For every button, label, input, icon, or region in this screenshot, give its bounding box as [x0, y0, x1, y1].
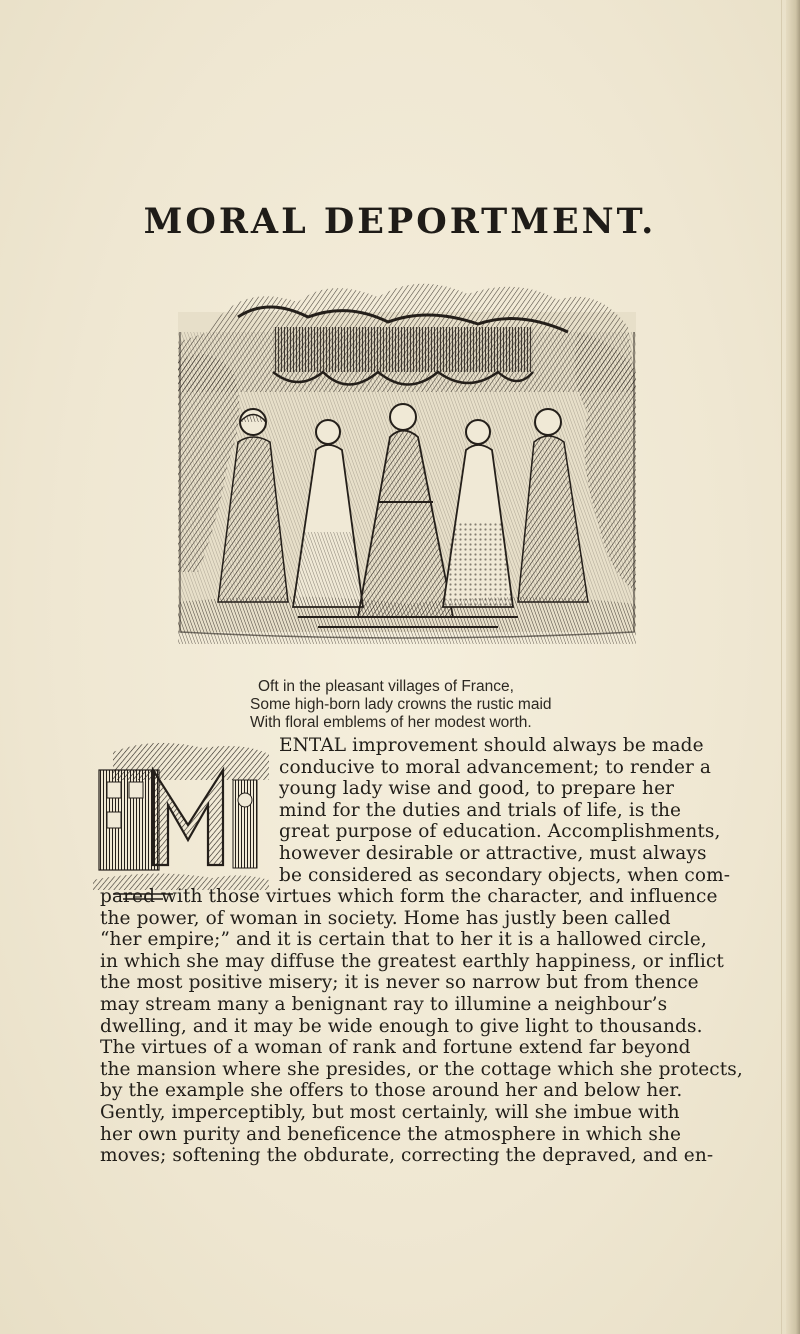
caption-line: Some high-born lady crowns the rustic maid: [250, 696, 552, 713]
caption-line: With floral emblems of her modest worth.: [250, 714, 532, 731]
text-line: by the example she offers to those around her and below her.: [100, 1080, 683, 1102]
body-paragraph-indented: [279, 735, 749, 886]
caption-line: Oft in the pleasant villages of France,: [258, 678, 514, 695]
text-line: great purpose of education. Accomplishments,: [279, 821, 721, 843]
text-line: in which she may diffuse the greatest earthly happiness, or inflict: [100, 950, 724, 972]
text-line: the mansion where she presides, or the cottage which she protects,: [100, 1058, 743, 1080]
text-line: ENTAL improvement should always be made: [279, 735, 704, 756]
text-line: “her empire;” and it is certain that to her it is a hallowed circle,: [100, 929, 707, 951]
text-line: mind for the duties and trials of life, is the: [279, 799, 682, 821]
text-line: may stream many a benignant ray to illumine a neighbour’s: [100, 993, 668, 1015]
body-paragraph-full: [100, 886, 760, 1167]
text-line: her own purity and beneficence the atmosphere in which she: [100, 1123, 682, 1145]
text-line: The virtues of a woman of rank and fortune extend far beyond: [100, 1037, 691, 1059]
dropcap-m-engraving: [93, 740, 269, 902]
text-line: Gently, imperceptibly, but most certainly, will she imbue with: [100, 1101, 680, 1123]
text-line: pared with those virtues which form the character, and influence: [100, 886, 718, 907]
text-line: the most positive misery; it is never so narrow but from thence: [100, 972, 699, 994]
page-title: MORAL DEPORTMENT.: [143, 201, 657, 242]
page-edge-line: [781, 0, 782, 1334]
text-line: dwelling, and it may be wide enough to give light to thousands.: [100, 1015, 703, 1037]
illustration-caption: [250, 678, 670, 732]
text-line: however desirable or attractive, must always: [279, 842, 707, 864]
engraving-illustration: [178, 272, 636, 644]
page-edge-shadow: [786, 0, 800, 1334]
text-line: the power, of woman in society. Home has justly been called: [100, 907, 671, 929]
text-line: young lady wise and good, to prepare her: [279, 778, 675, 800]
text-line: be considered as secondary objects, when com-: [279, 864, 731, 886]
text-line: moves; softening the obdurate, correcting the depraved, and en-: [100, 1145, 714, 1167]
text-line: conducive to moral advancement; to render a: [279, 756, 712, 778]
